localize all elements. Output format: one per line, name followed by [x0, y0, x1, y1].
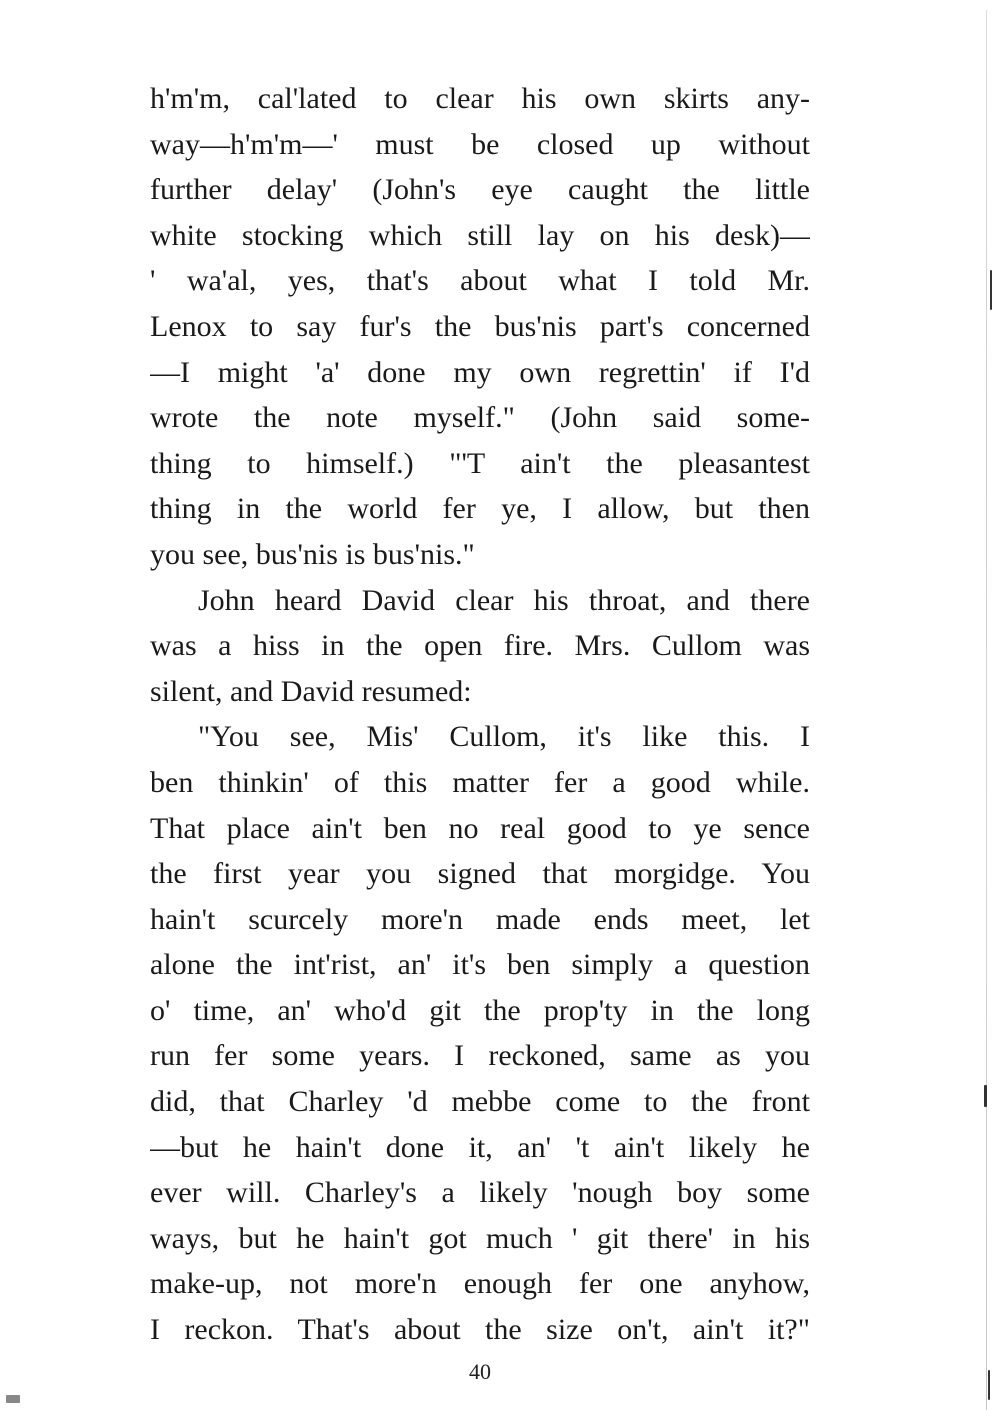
text-line: was a hiss in the open fire. Mrs. Cullom was — [150, 629, 810, 663]
text-line: thing to himself.) "'T ain't the pleasantest — [150, 446, 810, 480]
text-line: further delay' (John's eye caught the little — [150, 173, 810, 207]
text-line: "You see, Mis' Cullom, it's like this. I — [198, 720, 810, 754]
scan-edge-shadow — [986, 10, 987, 1410]
text-line: alone the int'rist, an' it's ben simply a question — [150, 948, 810, 982]
text-line: h'm'm, cal'lated to clear his own skirts any- — [150, 82, 810, 115]
scan-speck — [988, 1370, 990, 1400]
text-line: That place ain't ben no real good to ye sence — [150, 811, 810, 845]
text-line: thing in the world fer ye, I allow, but then — [150, 492, 810, 526]
text-line: ways, but he hain't got much ' git there' in his — [150, 1221, 810, 1255]
text-line: way—h'm'm—' must be closed up without — [150, 127, 810, 161]
text-line: Lenox to say fur's the bus'nis part's concerned — [150, 309, 810, 343]
text-line: hain't scurcely more'n made ends meet, let — [150, 902, 810, 936]
text-line: run fer some years. I reckoned, same as you — [150, 1039, 810, 1073]
text-line: white stocking which still lay on his desk)— — [150, 218, 810, 252]
text-line: you see, bus'nis is bus'nis." — [150, 537, 475, 571]
text-line: o' time, an' who'd git the prop'ty in the long — [150, 993, 810, 1027]
text-line: make-up, not more'n enough fer one anyhow, — [150, 1267, 810, 1301]
text-line: wrote the note myself." (John said some- — [150, 401, 810, 435]
text-line: ben thinkin' of this matter fer a good while. — [150, 765, 810, 799]
scan-speck — [984, 1085, 987, 1107]
page-number: 40 — [469, 1359, 491, 1384]
body-text — [150, 76, 810, 1353]
text-line: —I might 'a' done my own regrettin' if I'd — [150, 355, 810, 389]
text-line: John heard David clear his throat, and there — [198, 583, 810, 617]
text-line: ' wa'al, yes, that's about what I told Mr. — [150, 264, 810, 298]
text-line: —but he hain't done it, an' 't ain't likely he — [150, 1130, 810, 1164]
scan-speck — [6, 1395, 20, 1403]
text-line: I reckon. That's about the size on't, ain't it?" — [150, 1313, 810, 1347]
text-line: the first year you signed that morgidge. You — [150, 857, 810, 891]
text-line: ever will. Charley's a likely 'nough boy some — [150, 1176, 810, 1210]
scan-speck — [990, 270, 992, 310]
text-line: silent, and David resumed: — [150, 674, 472, 708]
text-line: did, that Charley 'd mebbe come to the front — [150, 1085, 810, 1119]
